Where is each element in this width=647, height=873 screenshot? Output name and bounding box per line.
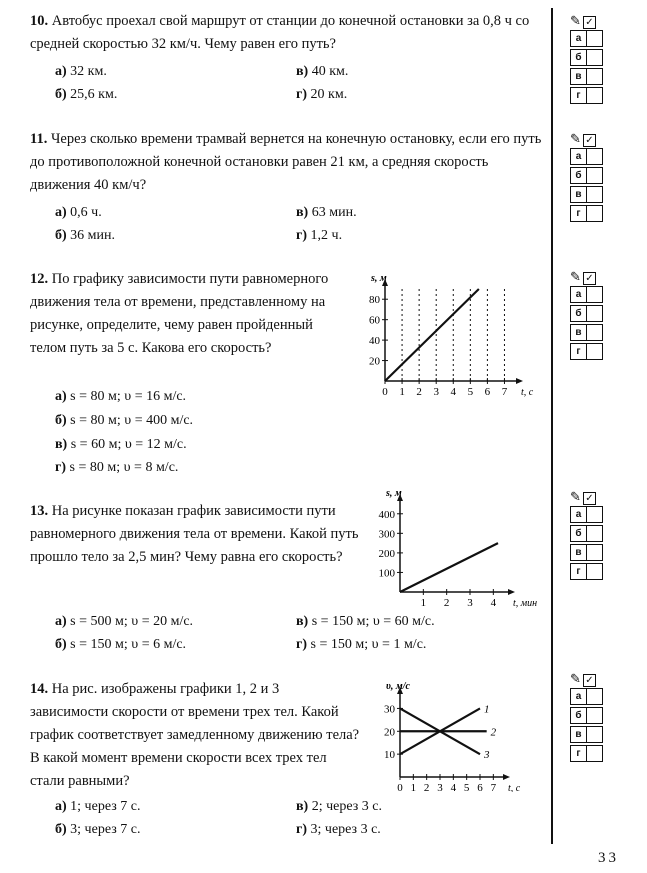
answer-letter: б [570, 305, 587, 322]
y-axis-label: υ, м/с [386, 681, 410, 692]
checkbox-icon: ✓ [583, 272, 596, 285]
answer-option [55, 411, 193, 431]
answer-text: 63 мин. [311, 205, 357, 220]
series-label: 1 [484, 703, 490, 716]
answer-checkbox-row[interactable] [570, 745, 608, 762]
checkbox-icon: ✓ [583, 492, 596, 505]
answer-letter: г [570, 87, 587, 104]
pencil-check-icon [570, 488, 608, 506]
answer-option [296, 797, 382, 817]
answer-checkbox[interactable] [587, 167, 603, 184]
answer-text: 2; через 3 с. [311, 799, 383, 814]
answer-label: г) [296, 822, 308, 837]
x-tick-label: 3 [437, 782, 443, 792]
answer-text: 36 мин. [70, 228, 116, 243]
answer-checkbox[interactable] [587, 506, 603, 523]
answer-checkbox-row[interactable] [570, 324, 608, 341]
x-tick-label: 6 [477, 782, 483, 792]
pencil-icon: ✎ [570, 131, 581, 146]
question-text: На рис. изображены графики 1, 2 и 3 зависимости скорости от времени трех тел. Какой график соответствует замедленному движению тела? В какой момент времени скорости всех трех тел стали равными? [30, 681, 360, 789]
answer-label: а) [55, 64, 67, 79]
answer-letter: б [570, 525, 587, 542]
answer-label: а) [55, 614, 67, 629]
answer-text: 20 км. [310, 87, 348, 102]
y-tick-label: 400 [378, 508, 395, 521]
answer-option [296, 635, 426, 655]
question-number: 14. [30, 681, 49, 697]
answer-text: s = 500 м; υ = 20 м/с. [70, 614, 194, 629]
answer-option [55, 203, 102, 223]
answer-checkbox[interactable] [587, 726, 603, 743]
answer-checkbox[interactable] [587, 148, 603, 165]
answer-checkbox-row[interactable] [570, 525, 608, 542]
question-number: 10. [30, 13, 49, 29]
answer-checkbox[interactable] [587, 286, 603, 303]
page-number: 33 [598, 850, 619, 866]
answer-checkbox-row[interactable] [570, 205, 608, 222]
x-tick-label: 5 [463, 782, 470, 792]
answer-box-q10 [570, 12, 608, 106]
checkbox-icon: ✓ [583, 674, 596, 687]
answer-letter: а [570, 286, 587, 303]
x-tick-label: 2 [443, 597, 450, 609]
answer-letter: б [570, 167, 587, 184]
answer-text: s = 150 м; υ = 60 м/с. [311, 614, 435, 629]
answer-checkbox-row[interactable] [570, 726, 608, 743]
pencil-icon: ✎ [570, 671, 581, 686]
answer-text: s = 80 м; υ = 8 м/с. [69, 460, 179, 475]
answer-checkbox-row[interactable] [570, 563, 608, 580]
answer-checkbox[interactable] [587, 186, 603, 203]
series-label: 2 [490, 726, 497, 739]
answer-option [296, 203, 357, 223]
answer-option [55, 797, 140, 817]
question-number: 11. [30, 131, 48, 147]
y-tick-label: 20 [369, 355, 380, 368]
velocity-time-chart-q14 [355, 680, 540, 792]
y-tick-label: 300 [378, 528, 395, 541]
x-tick-label: 7 [490, 782, 497, 792]
answer-checkbox-row[interactable] [570, 544, 608, 561]
answer-letter: а [570, 688, 587, 705]
question-text: Автобус проехал свой маршрут от станции до конечной остановки за 0,8 ч со средней скоростью 32 км/ч. Чему равен его путь? [30, 13, 530, 52]
answer-text: s = 60 м; υ = 12 м/с. [70, 437, 187, 452]
y-tick-label: 10 [384, 749, 395, 762]
answer-letter: г [570, 343, 587, 360]
question-text: Через сколько времени трамвай вернется на конечную остановку, если его путь до противоположной конечной остановки равен 21 км, а средняя скорость движения 40 км/ч? [30, 131, 542, 193]
answer-option [296, 612, 435, 632]
answer-checkbox-row[interactable] [570, 148, 608, 165]
answer-checkbox-row[interactable] [570, 186, 608, 203]
question-13 [30, 500, 365, 569]
question-text: На рисунке показан график зависимости пути равномерного движения тела от времени. Какой путь прошло тело за 2,5 мин? Чему равна его скорость? [30, 503, 359, 565]
answer-label: г) [296, 637, 308, 652]
x-axis-label: t, мин [513, 598, 538, 609]
question-14 [30, 678, 360, 793]
question-number: 13. [30, 503, 49, 519]
answer-checkbox[interactable] [587, 707, 603, 724]
answer-text: 1,2 ч. [310, 228, 343, 243]
answer-text: 40 км. [311, 64, 349, 79]
answer-checkbox[interactable] [587, 324, 603, 341]
answer-checkbox[interactable] [587, 30, 603, 47]
series-line [400, 543, 498, 592]
pencil-icon: ✎ [570, 269, 581, 284]
answer-box-q12 [570, 268, 608, 362]
x-tick-label: 0 [397, 782, 403, 792]
answer-text: s = 150 м; υ = 6 м/с. [70, 637, 187, 652]
answer-letter: б [570, 707, 587, 724]
answer-checkbox[interactable] [587, 544, 603, 561]
path-time-chart-q12 [355, 265, 540, 400]
answer-option [55, 635, 186, 655]
answer-option [55, 612, 193, 632]
y-tick-label: 200 [378, 547, 395, 560]
series-line [385, 289, 479, 381]
answer-label: б) [55, 637, 67, 652]
answer-box-q13 [570, 488, 608, 582]
pencil-check-icon [570, 670, 608, 688]
x-tick-label: 0 [382, 386, 388, 398]
answer-checkbox-row[interactable] [570, 49, 608, 66]
answer-label: г) [296, 228, 308, 243]
x-tick-label: 5 [467, 386, 474, 398]
answer-letter: а [570, 506, 587, 523]
x-tick-label: 4 [450, 782, 457, 792]
x-tick-label: 2 [416, 386, 422, 398]
x-tick-label: 6 [484, 386, 491, 398]
pencil-icon: ✎ [570, 13, 581, 28]
answer-letter: г [570, 563, 587, 580]
x-tick-label: 4 [450, 386, 457, 398]
answer-label: б) [55, 413, 67, 428]
y-tick-label: 40 [369, 335, 380, 348]
answer-label: г) [296, 87, 308, 102]
answer-text: 25,6 км. [70, 87, 118, 102]
answer-text: 32 км. [70, 64, 107, 79]
answer-box-q11 [570, 130, 608, 224]
x-tick-label: 1 [420, 597, 427, 609]
y-tick-label: 100 [378, 567, 395, 580]
answer-text: 3; через 7 с. [70, 822, 141, 837]
answer-label: б) [55, 228, 67, 243]
x-axis-arrow [516, 378, 523, 384]
answer-option [55, 387, 186, 407]
y-tick-label: 30 [384, 703, 395, 716]
answer-checkbox[interactable] [587, 525, 603, 542]
pencil-check-icon [570, 12, 608, 30]
answer-label: в) [296, 205, 309, 220]
answer-option [296, 820, 381, 840]
answer-checkbox-row[interactable] [570, 707, 608, 724]
answer-checkbox-row[interactable] [570, 305, 608, 322]
question-12 [30, 268, 350, 360]
answer-checkbox-row[interactable] [570, 343, 608, 360]
question-number: 12. [30, 271, 49, 287]
answer-text: 3; через 3 с. [310, 822, 381, 837]
y-tick-label: 80 [369, 294, 380, 307]
answer-label: б) [55, 822, 67, 837]
x-tick-label: 1 [410, 782, 417, 792]
answer-text: s = 80 м; υ = 400 м/с. [70, 413, 194, 428]
answer-checkbox[interactable] [587, 745, 603, 762]
answer-label: а) [55, 799, 67, 814]
answer-letter: в [570, 186, 587, 203]
answer-option [296, 226, 342, 246]
answer-text: 0,6 ч. [70, 205, 102, 220]
answer-option [296, 85, 347, 105]
x-tick-label: 3 [467, 597, 473, 609]
answer-checkbox[interactable] [587, 305, 603, 322]
answer-checkbox-row[interactable] [570, 286, 608, 303]
answer-checkbox-row[interactable] [570, 506, 608, 523]
x-axis-arrow [503, 774, 510, 780]
right-margin-rule [551, 8, 553, 844]
answer-checkbox-row[interactable] [570, 167, 608, 184]
y-tick-label: 20 [384, 726, 395, 739]
checkbox-icon: ✓ [583, 134, 596, 147]
answer-option [55, 226, 115, 246]
x-tick-label: 2 [423, 782, 430, 792]
answer-label: г) [55, 460, 67, 475]
answer-letter: в [570, 726, 587, 743]
answer-box-q14 [570, 670, 608, 764]
answer-text: s = 150 м; υ = 1 м/с. [310, 637, 427, 652]
y-tick-label: 60 [369, 314, 380, 327]
answer-option [55, 435, 187, 455]
answer-letter: г [570, 745, 587, 762]
x-tick-label: 3 [433, 386, 439, 398]
answer-letter: г [570, 205, 587, 222]
answer-letter: а [570, 148, 587, 165]
y-axis-label: s, м [386, 488, 402, 499]
answer-checkbox[interactable] [587, 49, 603, 66]
x-axis-label: t, с [521, 387, 534, 398]
answer-text: 1; через 7 с. [70, 799, 141, 814]
answer-checkbox[interactable] [587, 205, 603, 222]
answer-letter: в [570, 324, 587, 341]
answer-letter: а [570, 30, 587, 47]
answer-checkbox[interactable] [587, 343, 603, 360]
answer-checkbox[interactable] [587, 68, 603, 85]
answer-label: в) [55, 437, 68, 452]
answer-checkbox[interactable] [587, 563, 603, 580]
answer-checkbox-row[interactable] [570, 87, 608, 104]
answer-label: в) [296, 799, 309, 814]
answer-letter: в [570, 544, 587, 561]
checkbox-icon: ✓ [583, 16, 596, 29]
answer-label: б) [55, 87, 67, 102]
answer-label: в) [296, 614, 309, 629]
pencil-check-icon [570, 268, 608, 286]
answer-option [55, 62, 107, 82]
answer-label: а) [55, 389, 67, 404]
answer-checkbox[interactable] [587, 87, 603, 104]
question-text: По графику зависимости пути равномерного движения тела от времени, представленному на рисунке, определите, чему равен пройденный телом путь за 5 с. Какова его скорость? [30, 271, 329, 356]
answer-label: в) [296, 64, 309, 79]
answer-letter: в [570, 68, 587, 85]
x-tick-label: 1 [399, 386, 405, 398]
answer-label: а) [55, 205, 67, 220]
pencil-icon: ✎ [570, 489, 581, 504]
answer-checkbox-row[interactable] [570, 688, 608, 705]
path-time-chart-q13 [355, 488, 540, 613]
answer-text: s = 80 м; υ = 16 м/с. [70, 389, 187, 404]
question-10 [30, 10, 545, 56]
x-axis-label: t, с [508, 783, 521, 792]
series-label: 3 [484, 749, 490, 762]
answer-checkbox-row[interactable] [570, 30, 608, 47]
answer-checkbox-row[interactable] [570, 68, 608, 85]
answer-letter: б [570, 49, 587, 66]
x-tick-label: 7 [501, 386, 508, 398]
y-axis-label: s, м [371, 273, 387, 284]
x-tick-label: 4 [490, 597, 497, 609]
answer-option [55, 85, 117, 105]
question-11 [30, 128, 545, 197]
answer-option [296, 62, 348, 82]
answer-checkbox[interactable] [587, 688, 603, 705]
answer-option [55, 458, 178, 478]
answer-option [55, 820, 140, 840]
pencil-check-icon [570, 130, 608, 148]
x-axis-arrow [508, 589, 515, 595]
